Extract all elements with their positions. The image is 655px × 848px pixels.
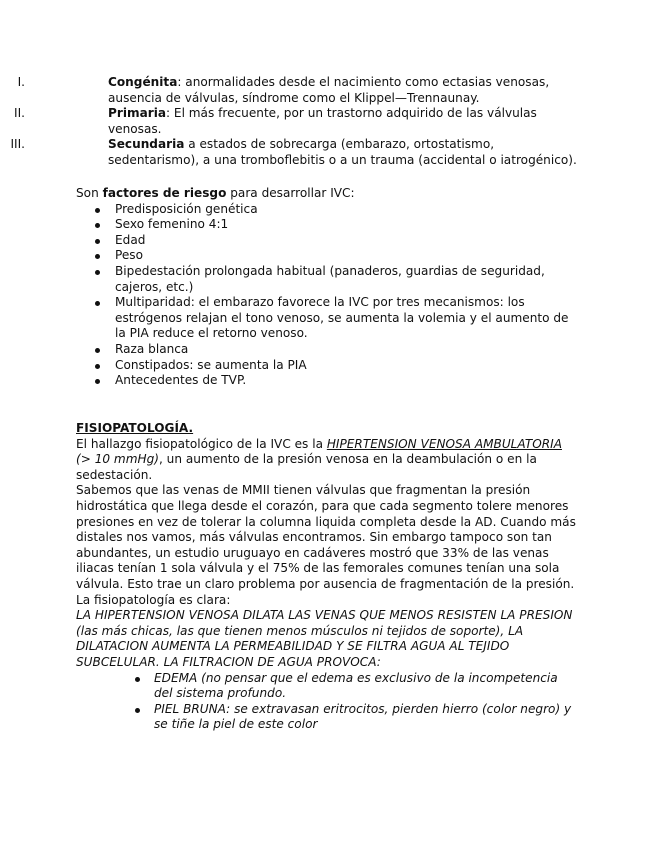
- risk-factors-section: [76, 186, 576, 389]
- p1-term: HIPERTENSION VENOSA AMBULATORIA: [326, 436, 562, 451]
- p1-text: El hallazgo fisiopatológico de la IVC es la: [76, 436, 327, 451]
- risk-intro: [76, 186, 576, 202]
- list-item: Antecedentes de TVP.: [76, 373, 575, 389]
- list-item: Sexo femenino 4:1: [76, 217, 575, 233]
- p1-value: (> 10 mmHg): [76, 452, 159, 467]
- item-term: Primaria: [108, 106, 167, 121]
- list-item: Predisposición genética: [76, 202, 575, 218]
- list-item: PIEL BRUNA: se extravasan eritrocitos, pierden hierro (color negro) y se tiñe la piel de este color: [76, 702, 577, 733]
- consequence-list: [76, 671, 576, 733]
- item-term: Congénita: [108, 75, 178, 89]
- intro-text-end: para desarrollar IVC:: [226, 186, 355, 200]
- paragraph-intro: [76, 437, 576, 484]
- classification-item: [0, 75, 578, 106]
- intro-bold: factores de riesgo: [102, 186, 227, 200]
- paragraph-valves: Sabemos que las venas de MMII tienen válvulas que fragmentan la presión hidrostática que llega desde el corazón, para que cada segmento tolere menores presiones en vez de tolerar la columna liquida completa desde la AD. Cuando más distales nos vamos, más válvulas encontramos. Sin embargo tampoco son tan abundantes, un estudio uruguayo en cadáveres mostró que 33% de las venas iliacas tenían 1 sola válvula y el 75% de las femorales comunes tenían una sola válvula. Esto trae un claro problema por ausencia de fragmentación de la presión.: [76, 483, 576, 591]
- item-text: a estados de sobrecarga (embarazo, ortostatismo, sedentarismo), a una tromboflebitis o a un trauma (accidental o iatrogénico).: [108, 137, 577, 167]
- list-item: Multiparidad: el embarazo favorece la IVC por tres mecanismos: los estrógenos relajan el tono venoso, se aumenta la volemia y el aumento de la PIA reduce el retorno venoso.: [76, 295, 575, 342]
- item-number: I.: [17, 75, 25, 89]
- intro-text: Son: [76, 186, 103, 200]
- paragraph-clear: La fisiopatología es clara:: [76, 592, 231, 607]
- item-text: : El más frecuente, por un trastorno adquirido de las válvulas venosas.: [108, 106, 537, 136]
- paragraph-mechanism: LA HIPERTENSION VENOSA DILATA LAS VENAS QUE MENOS RESISTEN LA PRESION (las más chicas, las que tienen menos músculos ni tejidos de soporte), LA DILATACION AUMENTA LA PERMEABILIDAD Y SE FILTRA AGUA AL TEJIDO SUBCELULAR. LA FILTRACION DE AGUA PROVOCA:: [76, 608, 573, 669]
- list-item: Constipados: se aumenta la PIA: [76, 358, 575, 374]
- list-item: EDEMA (no pensar que el edema es exclusivo de la incompetencia del sistema profundo.: [76, 671, 577, 702]
- risk-list: [76, 202, 576, 389]
- p1-text-end: , un aumento de la presión venosa en la deambulación o en la sedestación.: [76, 452, 537, 482]
- section-heading: FISIOPATOLOGÍA.: [76, 421, 194, 435]
- classification-item: [0, 137, 578, 168]
- item-text: : anormalidades desde el nacimiento como ectasias venosas, ausencia de válvulas, síndrome como el Klippel—Trennaunay.: [108, 75, 550, 105]
- item-term: Secundaria: [108, 137, 185, 152]
- list-item: Peso: [76, 248, 575, 264]
- list-item: Edad: [76, 233, 575, 249]
- item-number: III.: [10, 137, 25, 152]
- list-item: Bipedestación prolongada habitual (panaderos, guardias de seguridad, cajeros, etc.): [76, 264, 575, 295]
- classification-list: [0, 75, 655, 169]
- classification-item: [0, 106, 578, 137]
- list-item: Raza blanca: [76, 342, 575, 358]
- pathophysiology-section: [76, 421, 576, 733]
- item-number: II.: [14, 106, 25, 121]
